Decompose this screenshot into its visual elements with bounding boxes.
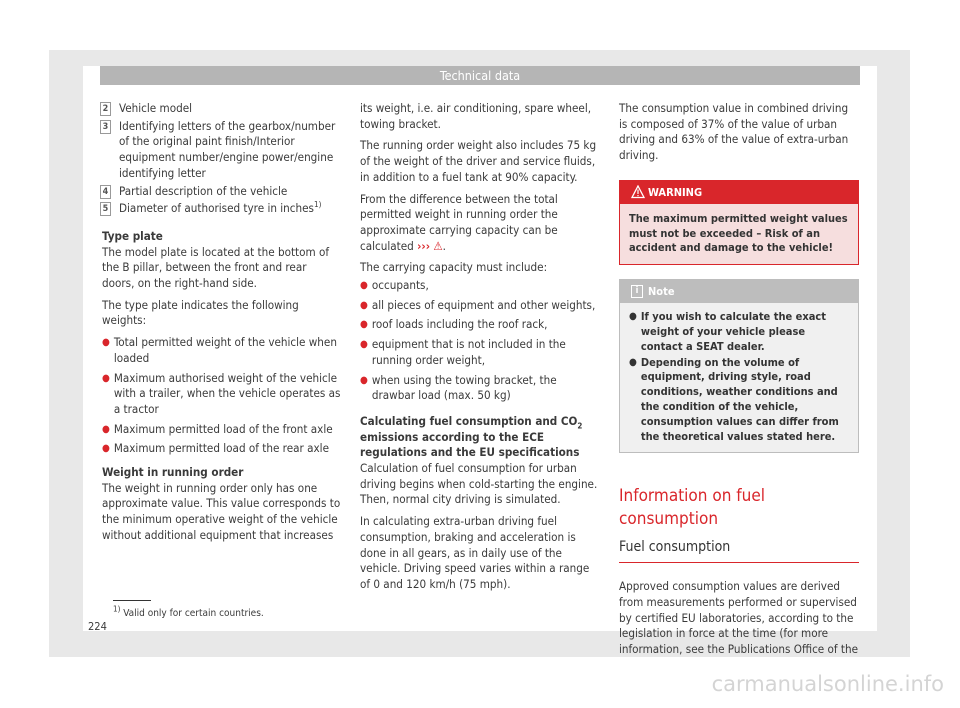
heading-text: Calculating fuel consumption and CO — [360, 413, 578, 428]
bullet-icon: ● — [102, 423, 110, 435]
bullet-icon: ● — [360, 319, 368, 331]
footnote-mark: 1) — [113, 604, 121, 614]
bullet-icon: ● — [102, 337, 110, 349]
section-subtitle: Fuel consumption — [619, 538, 859, 563]
footnote-text: Valid only for certain countries. — [123, 608, 264, 619]
note-header — [620, 280, 858, 303]
fuel-calc-heading — [360, 414, 600, 461]
list-item-text: Total permitted weight of the vehicle when loaded — [113, 335, 337, 365]
body-paragraph: From the difference between the total permitted weight in running order the approximate carrying capacity can be calculated ››› ⚠. — [360, 191, 558, 253]
section-title: Information on fuel consumption — [619, 486, 765, 530]
legend-text: Identifying letters of the gearbox/number of the original paint finish/Interior equipment number/engine power/engine identifying letter — [119, 118, 336, 180]
footnote — [113, 604, 264, 619]
page-header: Technical data — [100, 66, 860, 85]
list-item — [360, 298, 600, 314]
legend-item — [102, 201, 342, 217]
body-paragraph: The running order weight also includes 75 kg of the weight of the driver and service fluids, in addition to a fuel tank at 90% capacity. — [360, 138, 597, 184]
list-item — [360, 373, 600, 404]
list-item-text: occupants, — [371, 278, 429, 293]
list-item — [629, 310, 849, 354]
info-icon: i — [631, 285, 643, 298]
list-item — [629, 356, 849, 445]
subscript: 2 — [577, 421, 583, 431]
bullet-icon: ● — [360, 280, 368, 292]
list-item — [102, 335, 342, 366]
bullet-icon: ● — [360, 299, 368, 311]
heading-text: emissions according to the ECE regulations and the EU specifications — [360, 429, 580, 460]
body-paragraph: The consumption value in combined driving is composed of 37% of the value of urban driving and 63% of the value of extra-urban driving. — [619, 101, 849, 163]
legend-text-main: Diameter of authorised tyre in inches — [119, 201, 314, 216]
legend-text: Vehicle model — [119, 101, 193, 115]
legend-number: 2 — [100, 102, 111, 116]
weight-paragraph: The weight in running order only has one approximate value. This value corresponds to the minimum operative weight of the vehicle without additional equipment that increases — [102, 480, 341, 542]
body-paragraph-text: From the difference between the total permitted weight in running order the approximate carrying capacity can be calculated — [360, 191, 558, 253]
note-box — [619, 279, 859, 453]
weight-heading: Weight in running order — [102, 465, 244, 480]
bullet-icon: ● — [629, 356, 637, 368]
list-item-text: all pieces of equipment and other weights, — [371, 297, 596, 312]
list-item — [360, 337, 600, 368]
warning-label: WARNING — [648, 185, 703, 199]
list-item — [360, 278, 600, 294]
list-item-text: If you wish to calculate the exact weight of your vehicle please contact a SEAT dealer. — [640, 310, 827, 353]
watermark: carmanualsonline.info — [711, 672, 944, 696]
list-item — [102, 441, 342, 457]
list-item — [102, 371, 342, 418]
body-paragraph: its weight, i.e. air conditioning, spare wheel, towing bracket. — [360, 101, 592, 131]
warning-triangle-icon — [631, 185, 645, 199]
body-paragraph: Approved consumption values are derived from measurements performed or supervised by certified EU laboratories, according to the legislation in force at the time (for more information, see the Publications Office of the — [619, 579, 859, 657]
note-body — [620, 303, 858, 452]
legend-text — [119, 201, 342, 217]
list-item-text: Depending on the volume of equipment, driving style, road conditions, weather conditions and the condition of the vehicle, consumption values can differ from the theoretical values stated here. — [640, 355, 839, 443]
footnote-ref[interactable]: 1) — [313, 200, 322, 210]
legend-item — [102, 119, 342, 182]
warning-text: The maximum permitted weight values must not be exceeded – Risk of an accident and damage to the vehicle! — [620, 204, 858, 264]
legend-number: 3 — [100, 120, 111, 134]
list-item-text: roof loads including the roof rack, — [371, 317, 548, 332]
footnote-divider — [113, 600, 151, 601]
warning-box — [619, 180, 859, 265]
cross-reference-link[interactable]: ››› — [417, 238, 430, 253]
column-2 — [360, 101, 600, 599]
warning-header — [620, 181, 858, 204]
type-plate-paragraph: The model plate is located at the bottom of the B pillar, between the front and rear doors, on the right-hand side. — [102, 244, 330, 291]
body-paragraph: Calculation of fuel consumption for urban driving begins when cold-starting the engine. Then, normal city driving is simulated. — [360, 461, 598, 507]
legend-item — [102, 184, 342, 200]
list-item — [360, 317, 600, 333]
type-plate-paragraph: The type plate indicates the following weights: — [102, 297, 299, 328]
list-item-text: when using the towing bracket, the drawbar load (max. 50 kg) — [371, 372, 557, 403]
column-1 — [102, 101, 342, 550]
bullet-icon: ● — [102, 372, 110, 384]
bullet-icon: ● — [629, 311, 637, 323]
list-item-text: Maximum permitted load of the front axle — [113, 421, 333, 436]
warning-icon: ⚠ — [433, 238, 443, 253]
list-item-text: equipment that is not included in the running order weight, — [371, 337, 566, 367]
body-paragraph: The carrying capacity must include: — [360, 260, 548, 275]
legend-number: 5 — [100, 202, 111, 216]
body-paragraph: In calculating extra-urban driving fuel consumption, braking and acceleration is done in all gears, as in daily use of the vehicle. Driving speed varies within a range of 0 and 120 km/h (75 mph). — [360, 514, 590, 591]
list-item-text: Maximum permitted load of the rear axle — [113, 441, 329, 456]
bullet-icon: ● — [360, 339, 368, 351]
bullet-icon: ● — [360, 374, 368, 386]
list-item-text: Maximum authorised weight of the vehicle with a trailer, when the vehicle operates as a tractor — [113, 370, 341, 416]
note-label: Note — [648, 285, 675, 299]
list-item — [102, 422, 342, 438]
page-number: 224 — [88, 620, 107, 633]
column-3 — [619, 101, 859, 664]
legend-number: 4 — [100, 185, 111, 199]
type-plate-heading: Type plate — [102, 228, 163, 243]
bullet-icon: ● — [102, 443, 110, 455]
legend-item — [102, 101, 342, 117]
legend-text: Partial description of the vehicle — [119, 183, 288, 198]
